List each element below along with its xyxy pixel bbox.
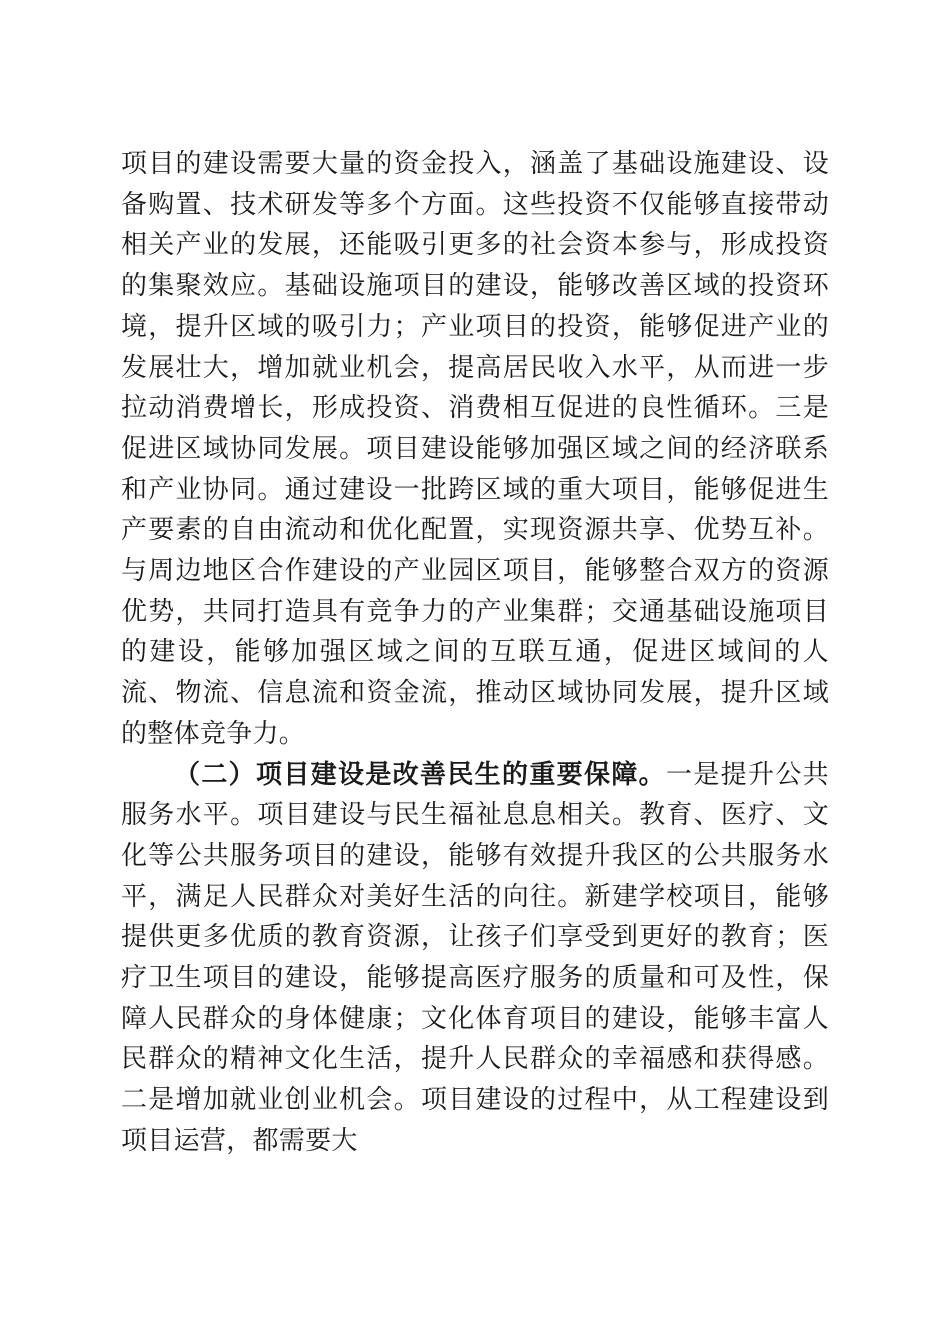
document-body <box>121 144 829 1162</box>
section-heading: （二）项目建设是改善民生的重要保障。 <box>174 759 667 790</box>
paragraph-section-two <box>121 755 829 1162</box>
paragraph-continuation: 项目的建设需要大量的资金投入，涵盖了基础设施建设、设备购置、技术研发等多个方面。这些投资不仅能够直接带动相关产业的发展，还能吸引更多的社会资本参与，形成投资的集聚效应。基础设施项目的建设，能够改善区域的投资环境，提升区域的吸引力；产业项目的投资，能够促进产业的发展壮大，增加就业机会，提高居民收入水平，从而进一步拉动消费增长，形成投资、消费相互促进的良性循环。三是促进区域协同发展。项目建设能够加强区域之间的经济联系和产业协同。通过建设一批跨区域的重大项目，能够促进生产要素的自由流动和优化配置，实现资源共享、优势互补。与周边地区合作建设的产业园区项目，能够整合双方的资源优势，共同打造具有竞争力的产业集群；交通基础设施项目的建设，能够加强区域之间的互联互通，促进区域间的人流、物流、信息流和资金流，推动区域协同发展，提升区域的整体竞争力。 <box>121 149 829 749</box>
section-body-text: 一是提升公共服务水平。项目建设与民生福祉息息相关。教育、医疗、文化等公共服务项目的建设，能够有效提升我区的公共服务水平，满足人民群众对美好生活的向往。新建学校项目，能够提供更多优质的教育资源，让孩子们享受到更好的教育；医疗卫生项目的建设，能够提高医疗服务的质量和可及性，保障人民群众的身体健康；文化体育项目的建设，能够丰富人民群众的精神文化生活，提升人民群众的幸福感和获得感。二是增加就业创业机会。项目建设的过程中，从工程建设到项目运营，都需要大 <box>121 759 829 1156</box>
